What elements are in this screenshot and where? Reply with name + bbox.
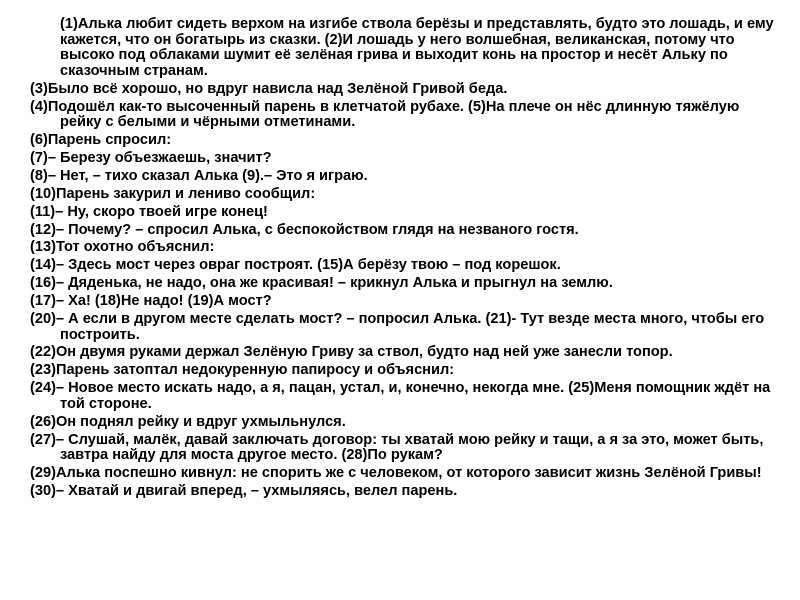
paragraph-14: (14)– Здесь мост через овраг построят. (15)А берёзу твою – под корешок. (30, 257, 561, 274)
paragraph-12: (12)– Почему? – спросил Алька, с беспокойством глядя на незваного гостя. (30, 221, 579, 238)
story-text (30, 17, 778, 502)
paragraph-4: (4)Подошёл как-то высоченный парень в клетчатой рубахе. (5)На плече он нёс длинную тяжёлую рейку с белыми и чёрными отметинами. (30, 98, 740, 131)
paragraph-30: (30)– Хватай и двигай вперед, – ухмыляясь, велел парень. (30, 482, 458, 499)
paragraph-1: (1)Алька любит сидеть верхом на изгибе ствола берёзы и представлять, будто это лошадь, и ему кажется, что он богатырь из сказки. (2)И лошадь у него волшебная, великанская, потому что высоко под облаками шумит её зелёная грива и выходит конь на простор и несёт Альку по сказочным странам. (60, 16, 774, 79)
paragraph-6: (6)Парень спросил: (30, 132, 172, 149)
paragraph-8: (8)– Нет, – тихо сказал Алька (9).– Это я играю. (30, 167, 368, 184)
paragraph-10: (10)Парень закурил и лениво сообщил: (30, 185, 316, 202)
paragraph-17: (17)– Ха! (18)Не надо! (19)А мост? (30, 293, 272, 310)
paragraph-3: (3)Было всё хорошо, но вдруг нависла над Зелёной Гривой беда. (30, 80, 508, 97)
paragraph-22: (22)Он двумя руками держал Зелёную Гриву за ствол, будто над ней уже занесли топор. (30, 344, 673, 361)
paragraph-29: (29)Алька поспешно кивнул: не спорить же с человеком, от которого зависит жизнь Зелёной Гривы! (30, 465, 762, 482)
paragraph-7: (7)– Березу объезжаешь, значит? (30, 149, 272, 166)
paragraph-11: (11)– Ну, скоро твоей игре конец! (30, 203, 268, 220)
paragraph-13: (13)Тот охотно объяснил: (30, 239, 215, 256)
paragraph-27: (27)– Слушай, малёк, давай заключать договор: ты хватай мою рейку и тащи, а я за это, может быть, завтра найду для моста другое место. (28)По рукам? (30, 431, 764, 464)
paragraph-26: (26)Он поднял рейку и вдруг ухмыльнулся. (30, 413, 346, 430)
paragraph-23: (23)Парень затоптал недокуренную папиросу и объяснил: (30, 362, 455, 379)
paragraph-20: (20)– А если в другом месте сделать мост? – попросил Алька. (21)- Тут везде места много, чтобы его построить. (30, 310, 765, 343)
paragraph-24: (24)– Новое место искать надо, а я, пацан, устал, и, конечно, некогда мне. (25)Меня помощник ждёт на той стороне. (30, 380, 771, 412)
paragraph-16: (16)– Дяденька, не надо, она же красивая! – крикнул Алька и прыгнул на землю. (30, 275, 613, 292)
